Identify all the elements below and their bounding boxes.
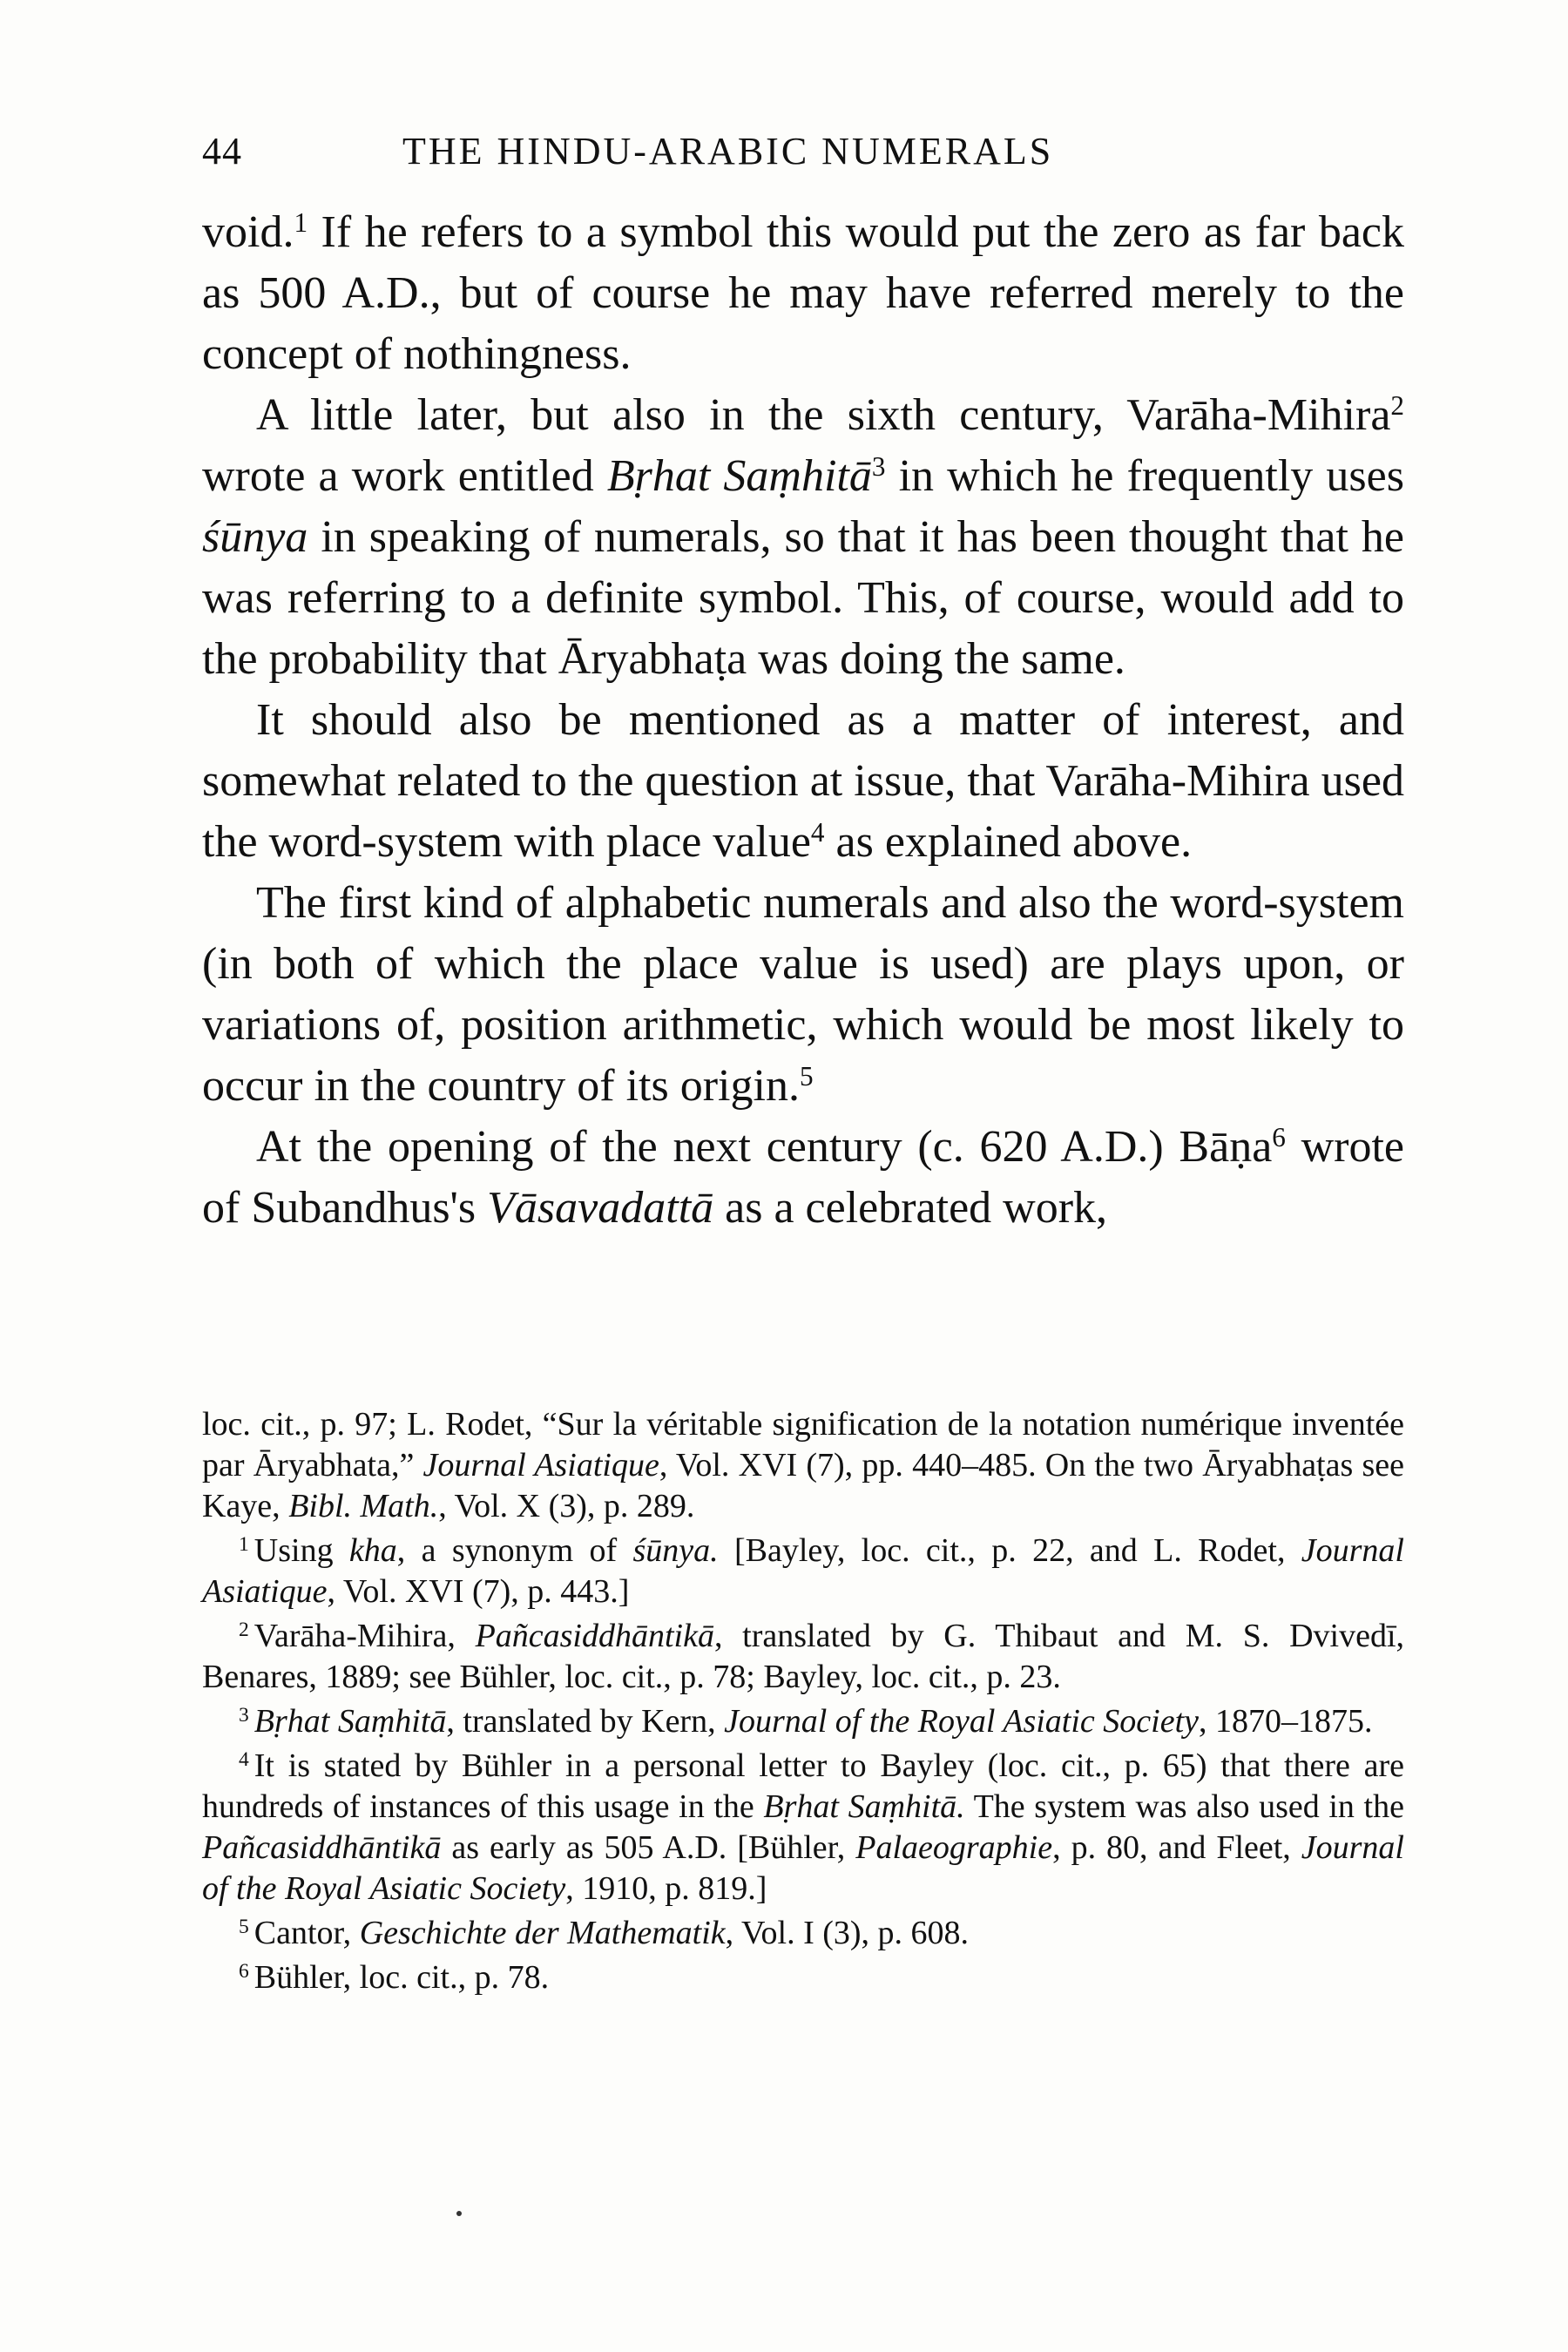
footnote-1: $^1$ Using kha, a synonym of śūnya. [Bayley, loc. cit., p. 22, and L. Rodet, Journal Asiatique, Vol. XVI (7), p. 443.] xyxy=(202,1532,1404,1610)
footnote-ref-2[interactable]: 2 xyxy=(1390,389,1404,421)
footnotes xyxy=(202,1404,1404,2002)
footnote-mark: 4 xyxy=(239,1748,249,1772)
footnote-6: $^6$ Bühler, loc. cit., p. 78. xyxy=(239,1959,550,1996)
footnote-mark: 2 xyxy=(239,1619,249,1642)
paragraph-word-system: It should also be mentioned as a matter of interest, and somewhat related to the question at issue, that Varāha-Mihira used the word-system with place value$^4$ as explained above. xyxy=(202,695,1404,867)
footnote-ref-6[interactable]: 6 xyxy=(1272,1121,1286,1152)
footnote-ref-1[interactable]: 1 xyxy=(294,206,308,238)
footnote-mark: 5 xyxy=(239,1916,249,1939)
footnote-3: $^3$ Bṛhat Saṃhitā, translated by Kern, Journal of the Royal Asiatic Society, 1870–1875. xyxy=(239,1703,1373,1740)
footnote-4: $^4$ It is stated by Bühler in a personal letter to Bayley (loc. cit., p. 65) that there are hundreds of instances of this usage in the Bṛhat Saṃhitā. The system was also used in the Pañcasiddhāntikā as early as 505 A.D. [Bühler, Palaeographie, p. 80, and Fleet, Journal of the Royal Asiatic Society, 1910, p. 819.] xyxy=(202,1747,1404,1907)
footnote-mark: 3 xyxy=(239,1704,249,1727)
running-title: THE HINDU-ARABIC NUMERALS xyxy=(402,130,1054,172)
paragraph-bana: At the opening of the next century (c. 620 A.D.) Bāṇa$^6$ wrote of Subandhus's Vāsavadattā as a celebrated work, xyxy=(202,1121,1404,1233)
footnote-ref-4[interactable]: 4 xyxy=(810,816,825,848)
running-header xyxy=(202,129,1422,181)
paragraph-alphabetic-numerals: The first kind of alphabetic numerals and also the word-system (in both of which the place value is used) are plays upon, or variations of, position arithmetic, which would be most likely to occur in the country of its origin.$^5$ xyxy=(202,878,1404,1111)
paragraph-continuation: void.$^1$ If he refers to a symbol this would put the zero as far back as 500 A.D., but of course he may have referred merely to the concept of nothingness. xyxy=(202,206,1404,379)
footnote-mark: 6 xyxy=(239,1960,249,1984)
footnote-carryover: loc. cit., p. 97; L. Rodet, “Sur la véritable signification de la notation numérique inventée par Āryabhata,” Journal Asiatique, Vol. XVI (7), pp. 440–485. On the two Āryabhaṭas see Kaye, Bibl. Math., Vol. X (3), p. 289. xyxy=(202,1406,1404,1524)
print-speck xyxy=(456,2211,462,2216)
footnote-2: $^2$ Varāha-Mihira, Pañcasiddhāntikā, translated by G. Thibaut and M. S. Dvivedī, Benares, 1889; see Bühler, loc. cit., p. 78; Bayley, loc. cit., p. 23. xyxy=(202,1618,1405,1695)
page-number: 44 xyxy=(202,130,242,172)
footnote-ref-5[interactable]: 5 xyxy=(799,1060,814,1092)
main-text xyxy=(202,202,1404,1239)
footnote-ref-3[interactable]: 3 xyxy=(871,450,886,482)
footnote-5: $^5$ Cantor, Geschichte der Mathematik, Vol. I (3), p. 608. xyxy=(239,1915,970,1951)
paragraph-varaha-mihira: A little later, but also in the sixth century, Varāha-Mihira$^2$ wrote a work entitled Bṛhat Saṃhitā$^3$ in which he frequently uses śūnya in speaking of numerals, so that it has been thought that he was referring to a definite symbol. This, of course, would add to the probability that Āryabhaṭa was doing the same. xyxy=(202,389,1404,684)
footnote-mark: 1 xyxy=(239,1533,249,1557)
